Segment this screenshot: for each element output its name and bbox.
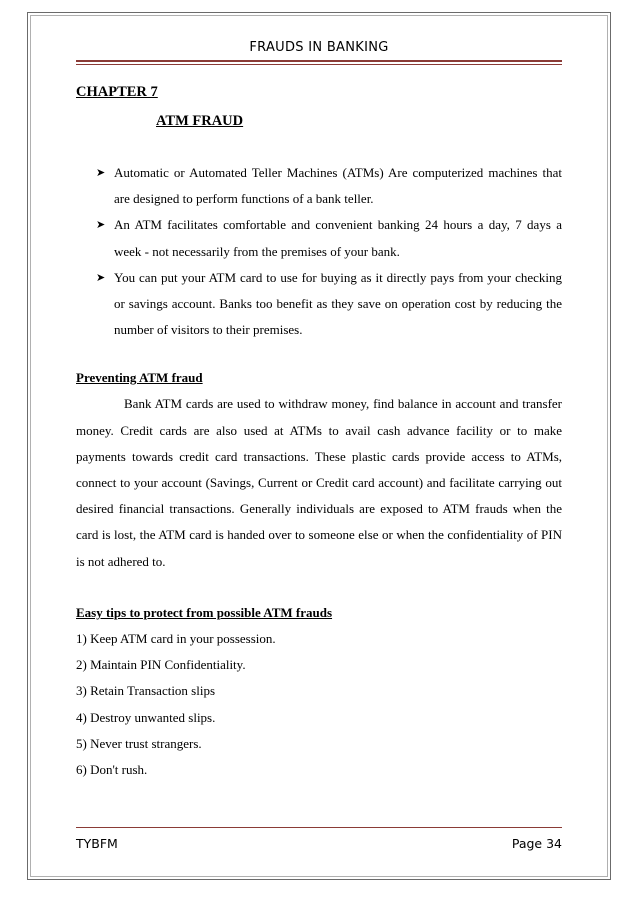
bullet-text: An ATM facilitates comfortable and convenient banking 24 hours a day, 7 days a week - not necessarily from the premises of your bank. (114, 217, 562, 259)
header-rule-thick (76, 60, 562, 62)
bullet-list (76, 160, 562, 343)
bullet-item (76, 160, 562, 212)
arrowhead-bullet-icon: ➤ (96, 166, 106, 179)
section-heading-preventing: Preventing ATM fraud (76, 370, 203, 386)
section-heading-tips: Easy tips to protect from possible ATM frauds (76, 604, 333, 620)
document-body (76, 84, 562, 784)
bullet-text: Automatic or Automated Teller Machines (ATMs) Are computerized machines that are designed to perform functions of a bank teller. (114, 165, 562, 207)
arrowhead-bullet-icon: ➤ (96, 270, 106, 284)
footer-course-label: TYBFM (76, 836, 118, 851)
running-header: FRAUDS IN BANKING (249, 40, 389, 55)
footer-rule (76, 827, 562, 828)
arrowhead-bullet-icon: ➤ (96, 218, 106, 232)
chapter-title: ATM FRAUD (156, 113, 244, 129)
tip-item: 2) Maintain PIN Confidentiality. (76, 657, 246, 673)
section-paragraph-preventing: Bank ATM cards are used to withdraw money, find balance in account and transfer money. Credit cards are also used at ATMs to avail cash advance facility or to make payments towards credit card transactions. These plastic cards provide access to ATMs, connect to your account (Savings, Current or Credit card account) and facilitate carrying out desired financial transactions. Generally individuals are exposed to ATM frauds when the card is lost, the ATM card is handed over to someone else or when the confidentiality of PIN is not adhered to. (76, 396, 562, 569)
tip-item: 3) Retain Transaction slips (76, 683, 216, 699)
chapter-label: CHAPTER 7 (76, 84, 158, 100)
tip-item: 6) Don't rush. (76, 762, 148, 778)
bullet-text: You can put your ATM card to use for buying as it directly pays from your checking or savings account. Banks too benefit as they save on operation cost by reducing the number of visitors to their premises. (114, 269, 562, 338)
bullet-item (76, 265, 562, 344)
tip-item: 5) Never trust strangers. (76, 736, 202, 752)
footer-page-number: Page 34 (511, 836, 562, 851)
tips-list (76, 626, 562, 784)
bullet-item (76, 212, 562, 264)
tip-item: 4) Destroy unwanted slips. (76, 709, 216, 725)
header-rule-thin (76, 64, 562, 65)
tip-item: 1) Keep ATM card in your possession. (76, 630, 276, 646)
